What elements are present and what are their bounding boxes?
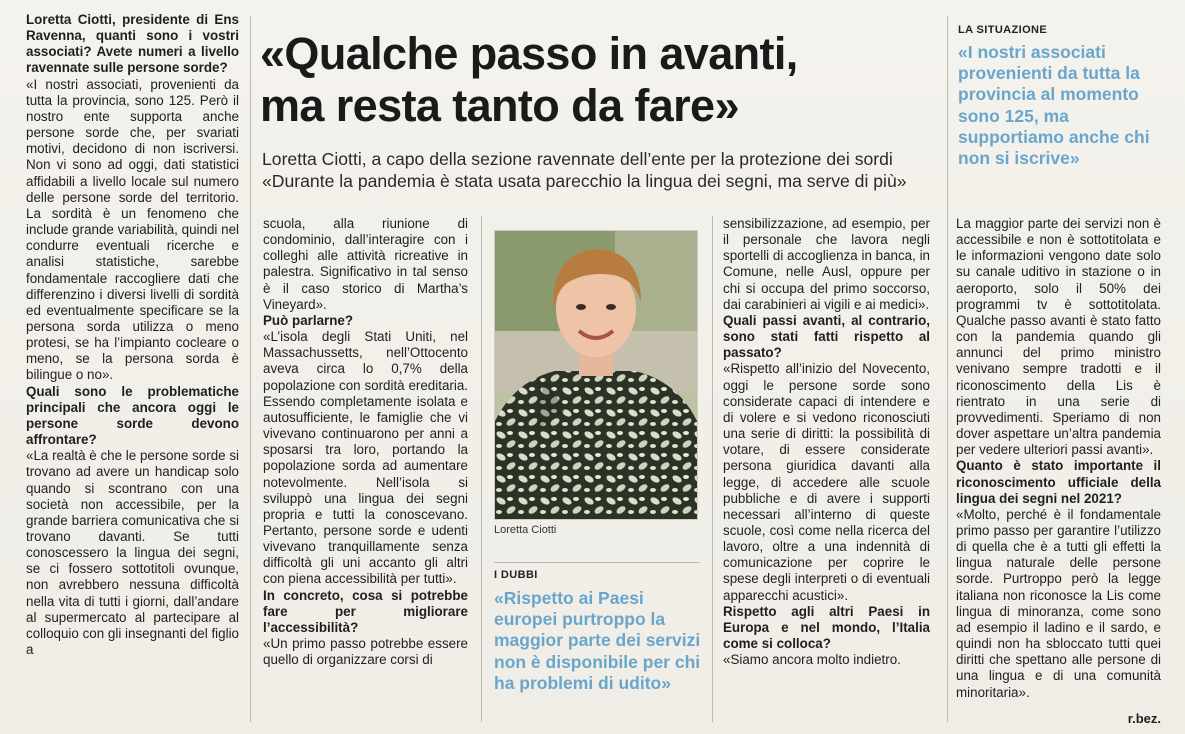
- column-divider: [250, 16, 251, 722]
- portrait-photo: [494, 230, 698, 520]
- article-column-3: [723, 216, 930, 668]
- answer-3: «L’isola degli Stati Uniti, nel Massachussetts, nell’Ottocento aveva circa lo 0,7% della popolazione con sordità ereditaria. Essendo completamente isolata e autosufficiente, le famiglie che vi vivevano continuarono per anni a sposarsi tra loro, portando la popolazione sorda ad aumentare notevolmente. Nell’isola si sviluppò una lingua dei segni propria e tutti la conoscevano. Pertanto, persone sorde e udenti vivevano tranquillamente senza difficoltà gli uni accanto gli altri con piena accessibilità per tutti».: [263, 329, 468, 587]
- answer-continued: scuola, alla riunione di condominio, dall’interagire con i colleghi alle attività ricreative in palestra. Significativo in tal senso è il caso storico di Martha’s Vineyard».: [263, 216, 468, 312]
- headline-line-2: ma resta tanto da fare»: [260, 80, 739, 131]
- answer-2: «La realtà è che le persone sorde si trovano ad avere un handicap solo quando si scontrano con una società non accessibile, per la grande barriera comunicativa che si trovano davanti. Se tutti conoscessero la lingua dei segni, se ci fossero sottotitoli ovunque, non avrebbero nessuna difficoltà nella vita di tutti i giorni, dall’andare al supermercato al partecipare al colloquio con gli insegnanti del figlio a: [26, 448, 239, 658]
- situazione-box: [958, 24, 1168, 169]
- answer-7: «Molto, perché è il fondamentale primo passo per garantire l’utilizzo di quella che è a tutti gli effetti la lingua naturale delle persone sorde. Purtroppo però la legge italiana non riconosce la Lis come lingua di minoranza, come sono ad esempio il ladino e il sardo, e quindi non ha sbloccato tutti quei diritti che spettano alle persone di una lingua e di una comunità minoritaria».: [956, 506, 1161, 700]
- answer-1: «I nostri associati, provenienti da tutta la provincia, sono 125. Però il nostro ente supporta anche persone sorde che, per svariati motivi, decidono di non iscriversi. Non vi sono ad oggi, dati statistici affidabili a livello locale sul numero delle persone sorde del territorio. La sordità è un fenomeno che include grande variabilità, quindi nel condurre eventuali ricerche e analisi statistiche, sarebbe fondamentale raccogliere dati che differenzino i diversi livelli di sordità ed eventualmente specificare se la persona sorda utilizza o meno protesi, se ha l’impianto cocleare o meno, se la persona sorda è bilingue o no».: [26, 76, 239, 383]
- question-2: Quali sono le problematiche principali che ancora oggi le persone sorde devono affrontare?: [26, 383, 239, 448]
- dubbi-box: [494, 562, 704, 694]
- headline: [260, 28, 950, 132]
- answer-continued-2: sensibilizzazione, ad esempio, per il personale che lavora negli sportelli di accoglienza in banca, in Comune, nelle Ausl, oppure per chi si occupa del primo soccorso, dai carabinieri ai vigili e ai medici».: [723, 216, 930, 312]
- subheadline-line-2: «Durante la pandemia è stata usata parecchio la lingua dei segni, ma serve di più»: [262, 171, 907, 191]
- article-column-1: [26, 12, 239, 658]
- subheadline: [262, 148, 952, 192]
- article-column-2: [263, 216, 468, 668]
- column-divider: [481, 216, 482, 722]
- column-divider: [712, 216, 713, 722]
- situazione-quote: «I nostri associati provenienti da tutta la provincia al momento sono 125, ma supportiamo anche chi non si iscrive»: [958, 42, 1150, 169]
- question-7: Quanto è stato importante il riconoscimento ufficiale della lingua dei segni nel 2021?: [956, 458, 1161, 506]
- answer-continued-3: La maggior parte dei servizi non è accessibile e non è sottotitolata e le informazioni vengono date solo su canale uditivo in stazione o in aeroporto, solo il 50% dei programmi tv è sottotitolata. Qualche passo avanti è stato fatto con la pandemia quando gli annunci del primo ministro venivano sempre tradotti e il riconoscimento della Lis è rientrato in una serie di provvedimenti. Speriamo di non dover aspettare un’altra pandemia per vedere ulteriori passi avanti».: [956, 216, 1161, 458]
- question-1: Loretta Ciotti, presidente di Ens Ravenna, quanti sono i vostri associati? Avete numeri a livello ravennate sulle persone sorde?: [26, 12, 239, 76]
- answer-5: «Rispetto all’inizio del Novecento, oggi le persone sorde sono considerate capaci di intendere e di volere e si vedono riconosciuti una serie di diritti: la possibilità di votare, di essere considerate persona giuridica davanti alla legge, di accedere alle scuole pubbliche e di avere i supporti necessari all’interno di queste scuole, così come nella ricerca del lavoro, oltre a una indennità di comunicazione per coprire le spese degli interpreti o di eventuali apparecchi acustici».: [723, 361, 930, 603]
- question-6: Rispetto agli altri Paesi in Europa e nel mondo, l’Italia come si colloca?: [723, 603, 930, 652]
- author-signature: r.bez.: [1127, 711, 1161, 726]
- article-column-4: [956, 216, 1161, 701]
- subheadline-line-1: Loretta Ciotti, a capo della sezione ravennate dell’ente per la protezione dei sordi: [262, 149, 893, 169]
- question-3: Può parlarne?: [263, 312, 354, 328]
- dubbi-rule: [494, 562, 700, 563]
- dubbi-quote: «Rispetto ai Paesi europei purtroppo la maggior parte dei servizi non è disponibile per chi ha problemi di udito»: [494, 588, 701, 693]
- dubbi-kicker: I DUBBI: [494, 569, 538, 581]
- question-5: Quali passi avanti, al contrario, sono stati fatti rispetto al passato?: [723, 312, 930, 361]
- headline-line-1: «Qualche passo in avanti,: [260, 28, 798, 79]
- column-divider: [947, 16, 948, 722]
- situazione-kicker: LA SITUAZIONE: [958, 24, 1048, 36]
- portrait-photo-icon: [495, 231, 697, 519]
- photo-caption: Loretta Ciotti: [494, 524, 557, 536]
- answer-4: «Un primo passo potrebbe essere quello di organizzare corsi di: [263, 636, 468, 668]
- answer-6: «Siamo ancora molto indietro.: [723, 652, 901, 668]
- question-4: In concreto, cosa si potrebbe fare per migliorare l’accessibilità?: [263, 587, 468, 635]
